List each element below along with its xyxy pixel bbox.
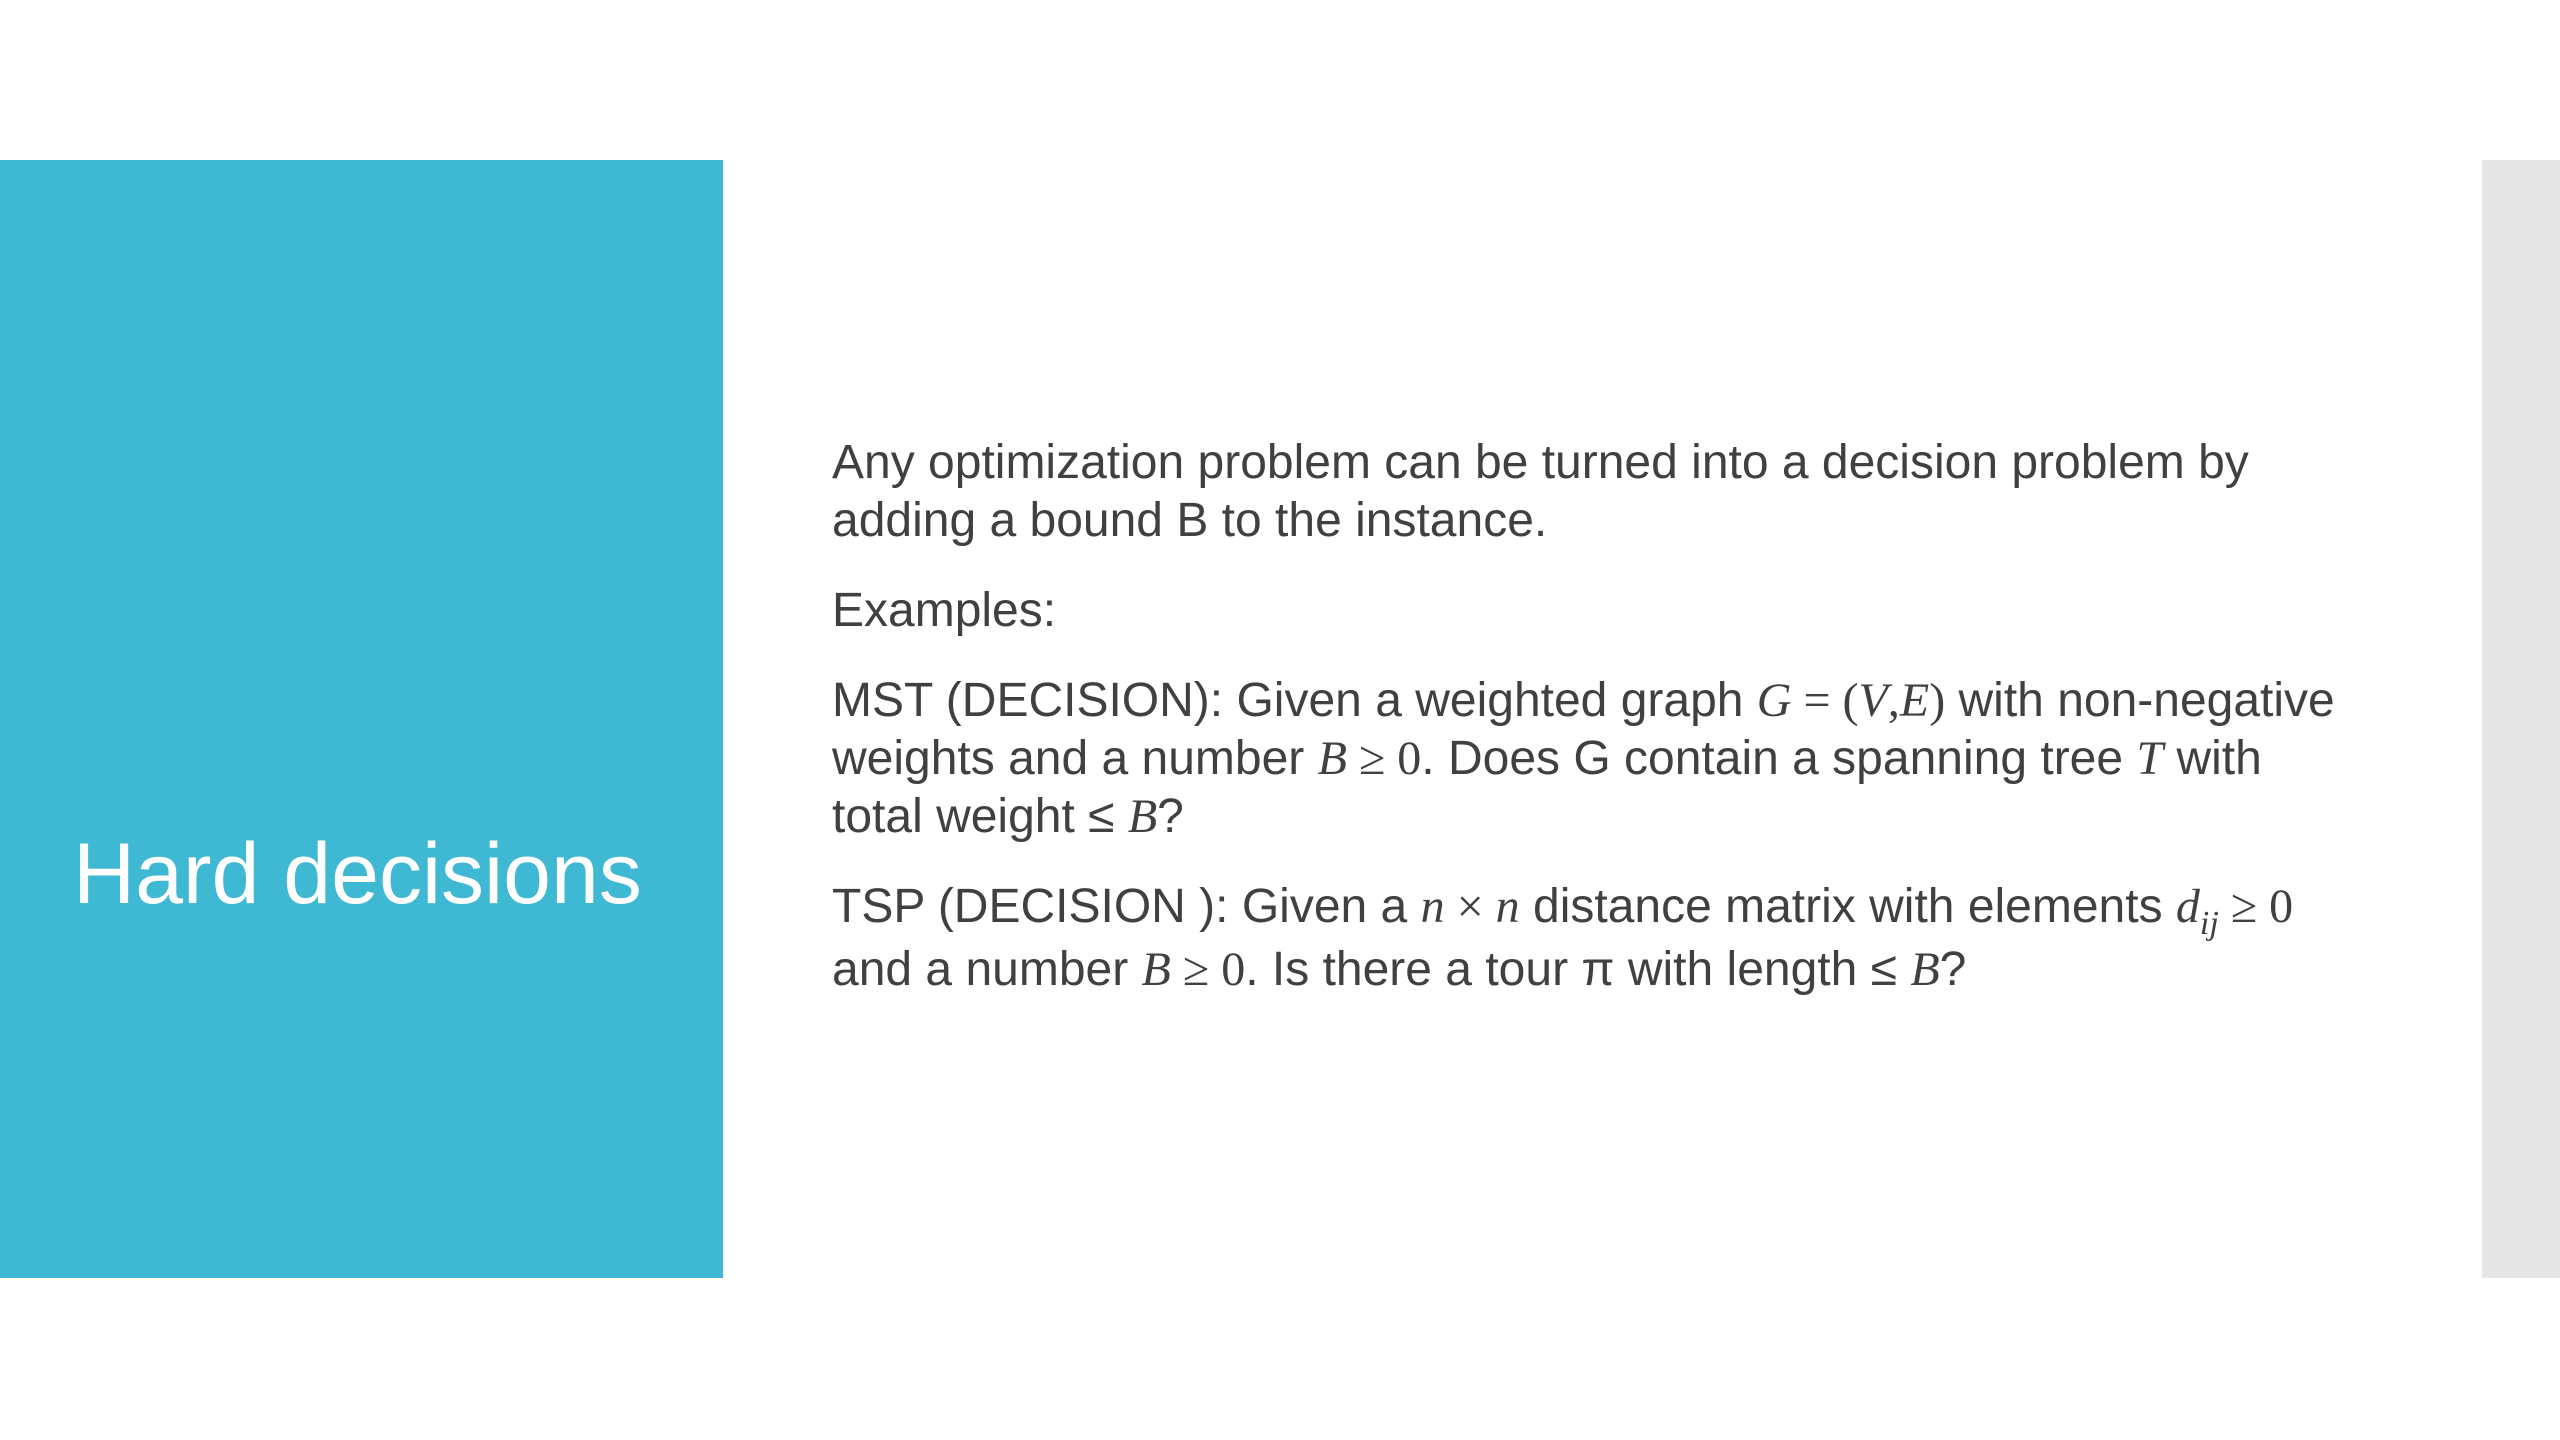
mst-after-tree: with total weight ≤ [832, 732, 2262, 843]
mst-qmark: ? [1157, 790, 1184, 843]
math-edges-e: E [1899, 674, 1930, 727]
tsp-qmark: ? [1939, 943, 1967, 996]
math-n-2: n [1495, 880, 1520, 933]
math-bound-b: B [1317, 732, 1347, 785]
tsp-paragraph [832, 878, 2352, 999]
math-vertices-v: V [1858, 674, 1888, 727]
mst-after-bound: . Does G contain a spanning tree [1421, 732, 2137, 785]
math-geq-1: ≥ [2218, 880, 2270, 933]
intro-paragraph: Any optimization problem can be turned into a decision problem by adding a bound B to the instance. [832, 436, 2249, 547]
math-geq-2: ≥ [1170, 943, 1222, 996]
tsp-mid: and a number [832, 943, 1142, 996]
math-n: n [1420, 880, 1445, 933]
math-bound-b-tsp: B [1141, 943, 1171, 996]
slide-title: Hard decisions [73, 826, 642, 922]
mst-paragraph [832, 672, 2352, 846]
slide-body [832, 434, 2352, 1031]
right-side-bar [2482, 160, 2560, 1278]
math-bound-b-2: B [1127, 790, 1158, 843]
math-zero-2: 0 [1221, 943, 1246, 996]
tsp-lead: TSP (DECISION ): Given a [832, 880, 1421, 933]
mst-after-graph: with non-negative weights and a number [832, 674, 2335, 785]
math-times: × [1444, 880, 1496, 933]
math-comma: , [1887, 674, 1900, 727]
math-d: d [2175, 880, 2200, 933]
title-panel [0, 160, 723, 1278]
math-graph-g: G [1756, 674, 1792, 727]
math-equals: = [1791, 674, 1843, 727]
math-bound-b-tsp-2: B [1910, 943, 1940, 996]
mst-lead: MST (DECISION): Given a weighted graph [832, 674, 1757, 727]
math-geq: ≥ [1346, 732, 1398, 785]
math-paren-close: ) [1929, 674, 1946, 727]
math-paren-open: ( [1842, 674, 1859, 727]
math-zero: 0 [1397, 732, 1422, 785]
examples-label: Examples: [832, 584, 1057, 637]
tsp-after-bound: . Is there a tour π with length ≤ [1245, 943, 1911, 996]
math-zero-1: 0 [2269, 880, 2294, 933]
math-subscript-ij: ij [2199, 905, 2219, 942]
tsp-after-matrix: distance matrix with elements [1519, 880, 2176, 933]
math-tree-t: T [2136, 732, 2164, 785]
